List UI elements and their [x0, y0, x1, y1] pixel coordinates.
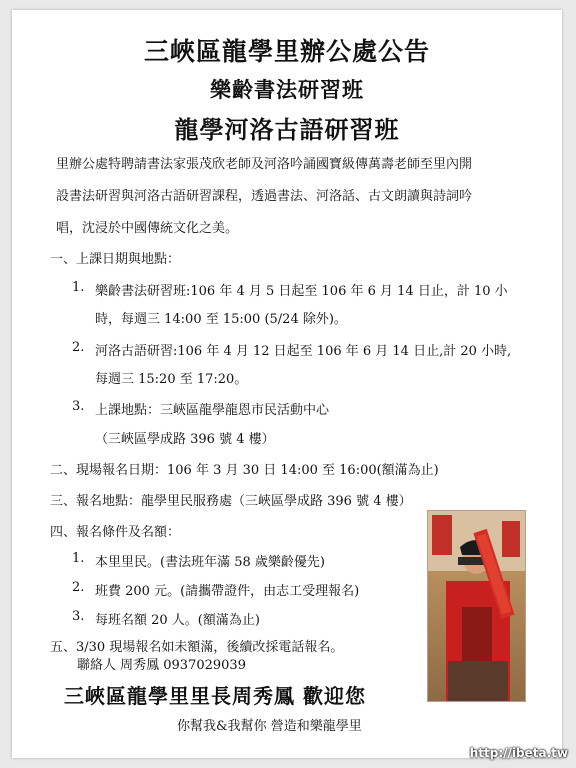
- item-number: 2.: [72, 340, 85, 355]
- portrait-illustration: [428, 511, 525, 701]
- item-text: 本里里民。(書法班年滿 58 歲樂齡優先): [95, 555, 325, 570]
- chief-photo: [427, 510, 526, 702]
- item-text-cont: （三峽區學成路 396 號 4 樓）: [95, 432, 275, 447]
- welcome-text: 三峽區龍學里里長周秀鳳 歡迎您: [64, 684, 366, 708]
- item-number: 3.: [72, 399, 85, 414]
- intro-line-1: 里辦公處特聘請書法家張茂欣老師及河洛吟誦國寶級傳萬壽老師至里內開: [56, 157, 473, 172]
- item-text: 河洛古語研習:106 年 4 月 12 日起至 106 年 6 月 14 日止,計 20 小時,: [95, 344, 512, 359]
- item-text-cont: 時，每週三 14:00 至 15:00 (5/24 除外)。: [95, 312, 347, 327]
- subtitle-calligraphy: 樂齡書法研習班: [210, 77, 364, 102]
- item-number: 1.: [72, 551, 85, 566]
- section-5: 五、3/30 現場報名如未額滿，後續改採電話報名。: [50, 640, 344, 655]
- contact-line: 聯絡人 周秀鳳 0937029039: [77, 658, 246, 673]
- section-1-heading: 一、上課日期與地點：: [50, 252, 181, 267]
- section-2: 二、現場報名日期：106 年 3 月 30 日 14:00 至 16:00(額滿為止): [50, 463, 439, 478]
- intro-line-2: 設書法研習與河洛古語研習課程，透過書法、河洛話、古文朗讀與詩詞吟: [56, 189, 473, 204]
- page-title: 三峽區龍學里辦公處公告: [143, 37, 430, 66]
- item-text: 樂齡書法研習班:106 年 4 月 5 日起至 106 年 6 月 14 日止，計 10 小: [95, 284, 508, 299]
- item-text-cont: 每週三 15:20 至 17:20。: [95, 372, 248, 387]
- slogan-text: 你幫我&我幫你 營造和樂龍學里: [177, 719, 362, 734]
- section-4-heading: 四、報名條件及名額：: [50, 525, 181, 540]
- intro-line-3: 唱，沈浸於中國傳統文化之美。: [56, 221, 239, 236]
- item-text: 班費 200 元。(請攜帶證件，由志工受理報名): [95, 584, 360, 599]
- announcement-page: [12, 10, 562, 758]
- item-number: 2.: [72, 580, 85, 595]
- subtitle-holo: 龍學河洛古語研習班: [174, 115, 400, 144]
- item-number: 3.: [72, 609, 85, 624]
- watermark: http://ibeta.tw: [469, 746, 568, 760]
- section-3: 三、報名地點：龍學里民服務處（三峽區學成路 396 號 4 樓）: [50, 494, 412, 509]
- item-text: 上課地點：三峽區龍學龍恩市民活動中心: [95, 403, 330, 418]
- item-number: 1.: [72, 280, 85, 295]
- item-text: 每班名額 20 人。(額滿為止): [95, 613, 260, 628]
